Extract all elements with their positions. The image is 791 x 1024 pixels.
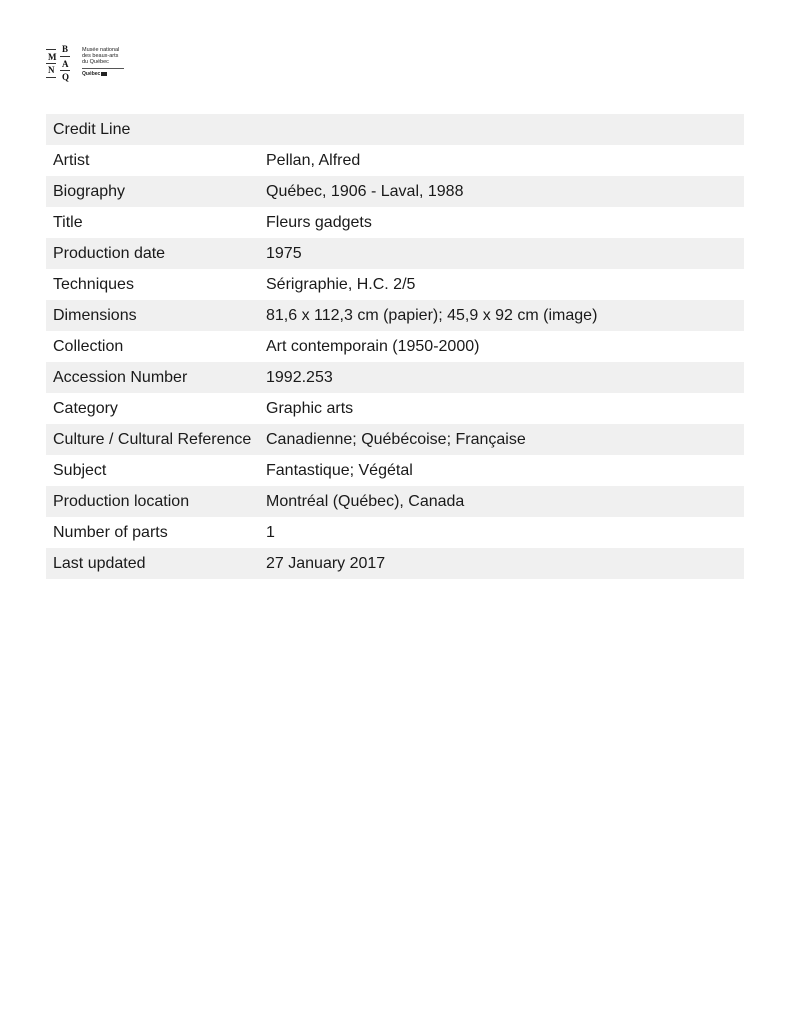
record-row-title — [46, 207, 744, 238]
record-row-subject — [46, 455, 744, 486]
row-label: Last updated — [53, 554, 146, 572]
museum-name-line: du Québec — [82, 59, 109, 65]
row-value: 1992.253 — [266, 368, 333, 386]
row-value: 1975 — [266, 244, 302, 262]
row-label: Accession Number — [53, 368, 188, 386]
museum-name-line: des beaux-arts — [82, 53, 119, 59]
record-row-category — [46, 393, 744, 424]
row-value: Graphic arts — [266, 399, 354, 417]
row-value: Sérigraphie, H.C. 2/5 — [266, 275, 416, 293]
record-row-biography — [46, 176, 744, 207]
government-name: Québec — [82, 71, 101, 77]
logo-letter-a: A — [62, 59, 69, 69]
record-row-collection — [46, 331, 744, 362]
row-label: Production date — [53, 244, 166, 262]
row-label: Collection — [53, 337, 124, 355]
row-value: Art contemporain (1950-2000) — [266, 337, 480, 355]
row-label: Artist — [53, 151, 90, 169]
record-row-accession-number — [46, 362, 744, 393]
logo-rule — [46, 49, 56, 50]
row-value: Fantastique; Végétal — [266, 461, 413, 479]
record-row-production-date — [46, 238, 744, 269]
row-value: Québec, 1906 - Laval, 1988 — [266, 182, 464, 200]
museum-name — [82, 47, 128, 77]
logo-rule — [46, 63, 56, 64]
logo-letter-b: B — [62, 44, 69, 54]
logo-divider — [82, 68, 124, 69]
logo-rule — [60, 70, 70, 71]
quebec-flag-icon — [101, 72, 107, 76]
row-label: Biography — [53, 182, 126, 200]
row-label: Credit Line — [53, 120, 131, 138]
record-row-credit-line — [46, 114, 744, 145]
record-row-techniques — [46, 269, 744, 300]
row-value: Pellan, Alfred — [266, 151, 361, 169]
row-label: Subject — [53, 461, 107, 479]
government-wordmark — [82, 71, 128, 77]
row-label: Dimensions — [53, 306, 137, 324]
mnbaq-monogram — [46, 44, 72, 84]
logo-letter-m: M — [48, 52, 57, 62]
museum-logo — [46, 44, 128, 84]
museum-name-line: Musée national — [82, 47, 120, 53]
row-value: Canadienne; Québécoise; Française — [266, 430, 526, 448]
row-label: Culture / Cultural Reference — [53, 430, 252, 448]
logo-letter-q: Q — [62, 72, 70, 82]
row-label: Number of parts — [53, 523, 168, 541]
record-row-number-of-parts — [46, 517, 744, 548]
row-label: Title — [53, 213, 83, 231]
row-value: 27 January 2017 — [266, 554, 386, 572]
record-row-production-location — [46, 486, 744, 517]
row-value: Fleurs gadgets — [266, 213, 372, 231]
row-label: Category — [53, 399, 118, 417]
logo-rule — [46, 77, 56, 78]
row-label: Techniques — [53, 275, 134, 293]
record-row-last-updated — [46, 548, 744, 579]
record-row-culture — [46, 424, 744, 455]
row-label: Production location — [53, 492, 190, 510]
row-value: 81,6 x 112,3 cm (papier); 45,9 x 92 cm (image) — [266, 306, 598, 324]
row-value: Montréal (Québec), Canada — [266, 492, 465, 510]
logo-rule — [60, 56, 70, 57]
row-value: 1 — [266, 523, 275, 541]
artwork-record-table — [46, 114, 744, 579]
record-row-artist — [46, 145, 744, 176]
logo-letter-n: N — [48, 65, 55, 75]
record-row-dimensions — [46, 300, 744, 331]
